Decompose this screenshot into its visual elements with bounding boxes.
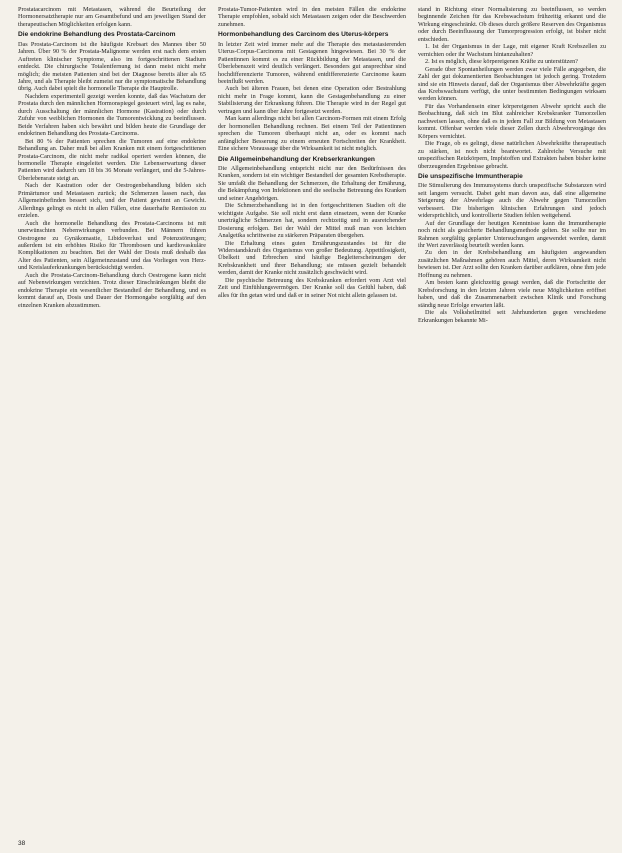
body-paragraph: Prostata-Tumor-Patienten wird in den meisten Fällen die endokrine Therapie empfohlen, sobald sich Metastasen zeigen oder die Beschwerden zunehmen. (218, 6, 406, 28)
body-paragraph: Gerade über Spontanheilungen werden zwar viele Fälle angegeben, die Zahl der gut dokumentierten Beobachtungen ist jedoch gering. Trotzdem sind sie ein Hinweis darauf, daß der Organismus über Abwehrkräfte gegen das Krebswachstum verfügt, die unter bestimmten Bedingungen wirksam werden können. (418, 65, 606, 103)
column-left (18, 6, 206, 824)
page-number: 38 (18, 840, 26, 847)
body-paragraph: 1. Ist der Organismus in der Lage, mit eigener Kraft Krebszellen zu vernichten oder ihr Wachstum hintanzuhalten? (418, 43, 606, 58)
section-heading: Die endokrine Behandlung des Prostata-Carcinom (18, 31, 176, 39)
body-paragraph: Nach der Kastration oder der Oestrogenbehandlung bilden sich Primärtumor und Metastasen zurück; die Schmerzen lassen nach, das Allgemeinbefinden bessert sich, und der Patient gewinnt an Gewicht. Allerdings gelingt es nicht in allen Fällen, eine dauerhafte Remission zu erzielen. (18, 182, 206, 220)
text-columns (18, 6, 612, 824)
body-paragraph: 2. Ist es möglich, diese körpereigenen Kräfte zu unterstützen? (425, 58, 578, 66)
body-paragraph: Prostatacarcinom mit Metastasen, während die Beurteilung der Hormonersatztherapie nur am Gesamtbefund und am jeweiligen Stand der therapeutischen Möglichkeiten erfolgen kann. (18, 6, 206, 28)
body-paragraph: Die Allgemeinbehandlung entspricht nicht nur den Bedürfnissen des Kranken, sondern ist ein wichtiger Bestandteil der gesamten Krebstherapie. Sie umfaßt die Behandlung der Schmerzen, die Erhaltung der Ernährung, die Bekämpfung von Infektionen und die seelische Betreuung des Kranken und seiner Angehörigen. (218, 164, 406, 202)
section-heading: Die unspezifische Immuntherapie (418, 172, 523, 180)
body-paragraph: Das Prostata-Carcinom ist die häufigste Krebsart des Mannes über 50 Jahren. Über 90 % der Prostata-Malignome werden erst nach dem ersten Auftreten klinischer Symptome, also im fortgeschrittenen Stadium entdeckt. Die chirurgische Totalentfernung ist dann meist nicht mehr möglich; die meisten Patienten sind bei der Diagnose bereits älter als 65 Jahre, und als Therapie bleibt zumeist nur die symptomatische Behandlung übrig. Auch dabei spielt die hormonelle Therapie die Hauptrolle. (18, 40, 206, 93)
column-middle (218, 6, 406, 824)
body-paragraph: Man kann allerdings nicht bei allen Carcinom-Formen mit einem Erfolg der hormonellen Behandlung rechnen. Bei einem Teil der Patientinnen sprechen die Tumoren überhaupt nicht an, oder es kommt nach anfänglicher Besserung zu einem erneuten Fortschreiten der Krankheit. Eine sichere Voraussage über die Wirksamkeit ist nicht möglich. (218, 115, 406, 153)
body-paragraph: Bei 80 % der Patienten sprechen die Tumoren auf eine endokrine Behandlung an. Daher muß bei allen Kranken mit einem fortgeschrittenen Prostata-Carcinom, die nicht mehr radikal operiert werden können, die hormonelle Therapie eingeleitet werden. Die Lebenserwartung dieser Patienten wird dadurch um 18 bis 36 Monate verlängert, und die 5-Jahres-Überlebensrate steigt an. (18, 137, 206, 182)
body-paragraph: In letzter Zeit wird immer mehr auf die Therapie des metastasierenden Uterus-Corpus-Carcinoms mit Gestagenen hingewiesen. Bei 30 % der Patientinnen kommt es zu einer Rückbildung der Metastasen, und die Überlebenszeit wird deutlich verlängert. Besonders gut ansprechbar sind hochdifferenzierte Tumoren, während entdifferenzierte Carcinome kaum beeinflußt werden. (218, 40, 406, 86)
body-paragraph: Am besten kann gleichzeitig gesagt werden, daß die Fortschritte der Krebsforschung in den letzten Jahren viele neue Möglichkeiten eröffnet haben, und daß die Zusammenarbeit zwischen Klinik und Forschung ständig neue Erfolge erwarten läßt. (418, 279, 606, 309)
body-paragraph: Für das Vorhandensein einer körpereigenen Abwehr spricht auch die Beobachtung, daß sich im Blut zahlreicher Krebskranker Tumorzellen nachweisen lassen, ohne daß es in jedem Fall zur Bildung von Metastasen kommt. Offenbar werden viele dieser Zellen durch Abwehrvorgänge des Körpers vernichtet. (418, 102, 606, 140)
section-heading: Hormonbehandlung des Carcinom des Uterus-körpers (218, 31, 389, 39)
body-paragraph: stand in Richtung einer Normalisierung zu beeinflussen, so werden beginnende Zeichen für das Krebswachstum frühzeitig erkannt und die Wirkung eingeschränkt. Ob dieses durch größere Reserven des Organismus oder durch Beeinflussung der Tumorprogression erfolgt, ist bisher nicht entschieden. (418, 6, 606, 43)
column-right (418, 6, 606, 824)
body-paragraph: Die Schmerzbehandlung ist in den fortgeschrittenen Stadien oft die wichtigste Aufgabe. Sie soll nicht erst dann einsetzen, wenn der Kranke unerträgliche Schmerzen hat, sondern rechtzeitig und in ausreichender Dosierung erfolgen. Bei der Wahl der Mittel muß man von leichten Analgetika schrittweise zu stärkeren Präparaten übergehen. (218, 202, 406, 240)
body-paragraph: Die Frage, ob es gelingt, diese natürlichen Abwehrkräfte therapeutisch zu stärken, ist noch nicht beantwortet. Zahlreiche Versuche mit unspezifischen Reizkörpern, Impfstoffen und Extrakten haben bisher keine überzeugenden Ergebnisse gebracht. (418, 140, 606, 170)
body-paragraph: Die Stimulierung des Immunsystems durch unspezifische Substanzen wird seit langem versucht. Dabei geht man davon aus, daß eine allgemeine Steigerung der Abwehrlage auch die Abwehr gegen Tumorzellen verbessert. Die bisherigen klinischen Erfahrungen sind jedoch widersprüchlich, und kontrollierte Studien fehlen weitgehend. (418, 182, 606, 220)
body-paragraph: Die psychische Betreuung des Krebskranken erfordert vom Arzt viel Zeit und Einfühlungsvermögen. Der Kranke soll das Gefühl haben, daß alles für ihn getan wird und daß er in seiner Not nicht allein gelassen ist. (218, 276, 406, 299)
body-paragraph: Auf der Grundlage der heutigen Kenntnisse kann die Immuntherapie noch nicht als gesicherte Behandlungsmethode gelten. Sie sollte nur im Rahmen sorgfältig geplanter Untersuchungen angewendet werden, damit ihr Wert zuverlässig beurteilt werden kann. (418, 219, 606, 249)
body-paragraph: Nachdem experimentell gezeigt werden konnte, daß das Wachstum der Prostata durch den männlichen Hormonspiegel gesteuert wird, lag es nahe, durch Ausschaltung der männlichen Hormone (Kastration) oder durch Zufuhr von weiblichen Hormonen die Tumorentwicklung zu beeinflussen. Beide Verfahren haben sich bewährt und bilden heute die Grundlage der endokrinen Behandlung des Prostata-Carcinoms. (18, 92, 206, 138)
body-paragraph: Die als Volksheilmittel seit Jahrhunderten gegen verschiedene Erkrankungen bekannte Mi- (418, 309, 606, 324)
body-paragraph: Die Erhaltung eines guten Ernährungszustandes ist für die Widerstandskraft des Organismus von großer Bedeutung. Appetitlosigkeit, Übelkeit und Erbrechen sind häufige Begleiterscheinungen der Krebskrankheit und ihrer Behandlung; sie müssen gezielt behandelt werden, damit der Kranke nicht zusätzlich geschwächt wird. (218, 239, 406, 277)
section-heading: Die Allgemeinbehandlung der Krebserkrankungen (218, 155, 375, 163)
body-paragraph: Auch die hormonelle Behandlung des Prostata-Carcinoms ist mit unerwünschten Nebenwirkungen verbunden. Bei Männern führen Oestrogene zu Gynäkomastie, Libidoverlust und Potenzstörungen; außerdem ist ein erhöhtes Risiko für Thrombosen und kardiovaskuläre Komplikationen zu beachten. Bei der Wahl der Dosis muß deshalb das Alter des Patienten, sein Allgemeinzustand und das Vorliegen von Herz- und Kreislauferkrankungen berücksichtigt werden. (18, 219, 206, 272)
body-paragraph: Auch bei älteren Frauen, bei denen eine Operation oder Bestrahlung nicht mehr in Frage kommt, kann die Gestagenbehandlung zu einer Stabilisierung der Erkrankung führen. Die Therapie wird in der Regel gut vertragen und kann über Jahre fortgesetzt werden. (218, 85, 406, 115)
body-paragraph: Auch die Prostata-Carcinom-Behandlung durch Oestrogene kann nicht auf Nebenwirkungen verzichten. Trotz dieser Einschränkungen bleibt die endokrine Therapie ein wesentlicher Bestandteil der Behandlung, und es kommt darauf an, Dosis und Dauer der Hormongabe sorgfältig auf den einzelnen Kranken abzustimmen. (18, 271, 206, 309)
body-paragraph: Zu den in der Krebsbehandlung am häufigsten angewandten zusätzlichen Maßnahmen gehören auch Mittel, deren Wirksamkeit nicht bewiesen ist. Der Arzt sollte den Kranken darüber aufklären, ohne ihm jede Hoffnung zu nehmen. (418, 249, 606, 279)
